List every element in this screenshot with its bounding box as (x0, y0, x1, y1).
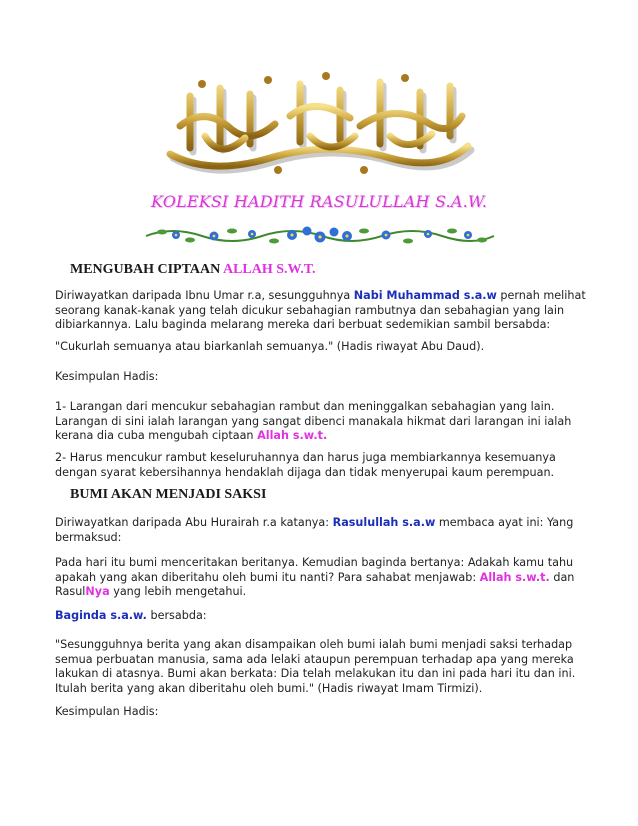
name-highlight: Baginda s.a.w. (55, 609, 147, 622)
bismillah-calligraphy (150, 66, 480, 184)
name-highlight: Rasulullah s.a.w (332, 516, 436, 529)
section-heading-bumi-saksi: BUMI AKAN MENJADI SAKSI (70, 487, 267, 502)
section-heading-mengubah-ciptaan (70, 262, 316, 278)
text: Diriwayatkan daripada Ibnu Umar r.a, sesungguhnya (55, 289, 354, 302)
heading-highlight: ALLAH S.W.T. (222, 262, 316, 277)
hadith-quote: "Cukurlah semuanya atau biarkanlah semuanya." (Hadis riwayat Abu Daud). (55, 340, 485, 353)
conclusion-label: Kesimpulan Hadis: (55, 370, 159, 383)
conclusion-point (55, 400, 590, 444)
text: Pada hari itu bumi menceritakan beritanya. Kemudian baginda bertanya: Adakah kamu tahu apakah yang akan diberitahu oleh bumi itu nanti? Para sahabat menjawab: (55, 556, 574, 584)
hadith-quote: "Sesungguhnya berita yang akan disampaikan oleh bumi ialah bumi menjadi saksi terhadap semua perbuatan manusia, sama ada lelaki ataupun perempuan terhadap apa yang mereka lakukan di atasnya. Bumi akan berkata: Dia telah melakukan itu dan ini pada hari itu dan ini. Itulah berita yang akan diberitahu oleh bumi." (Hadis riwayat Imam Tirmizi). (55, 638, 576, 695)
paragraph (55, 516, 590, 545)
text: dan Rasul (55, 570, 575, 599)
nya-highlight: Nya (85, 585, 110, 599)
conclusion-label: Kesimpulan Hadis: (55, 705, 159, 718)
text: bersabda: (146, 609, 207, 622)
allah-highlight: Allah s.w.t. (479, 570, 550, 584)
name-highlight: Nabi Muhammad s.a.w (353, 289, 497, 302)
paragraph (55, 609, 590, 624)
floral-divider (142, 222, 498, 248)
text: pernah melihat seorang kanak-kanak yang telah dicukur sebahagian rambutnya dan sebahagian yang lain dibiarkannya. Lalu baginda melarang mereka dari berbuat sedemikian sambil bersabda: (55, 289, 586, 332)
text: membaca ayat ini: Yang bermaksud: (55, 516, 574, 544)
paragraph (55, 289, 590, 333)
heading-text: MENGUBAH CIPTAAN (70, 262, 223, 277)
text: 1- Larangan dari mencukur sebahagian rambut dan meninggalkan sebahagian yang lain. Larangan di sini ialah larangan yang sangat dibenci manakala hikmat dari larangan ini ialah kerana dia cuba mengubah ciptaan (55, 400, 572, 443)
text: Diriwayatkan daripada Abu Hurairah r.a katanya: (55, 516, 333, 529)
paragraph (55, 556, 590, 600)
document-title: KOLEKSI HADITH RASULULLAH S.A.W. (150, 192, 487, 211)
text: yang lebih mengetahui. (109, 585, 247, 599)
allah-highlight: Allah s.w.t. (257, 429, 328, 443)
conclusion-point: 2- Harus mencukur rambut keseluruhannya dan harus juga membiarkannya kesemuanya dengan syarat kebersihannya hendaklah dijaga dan tidak menyerupai kaum perempuan. (55, 451, 556, 479)
